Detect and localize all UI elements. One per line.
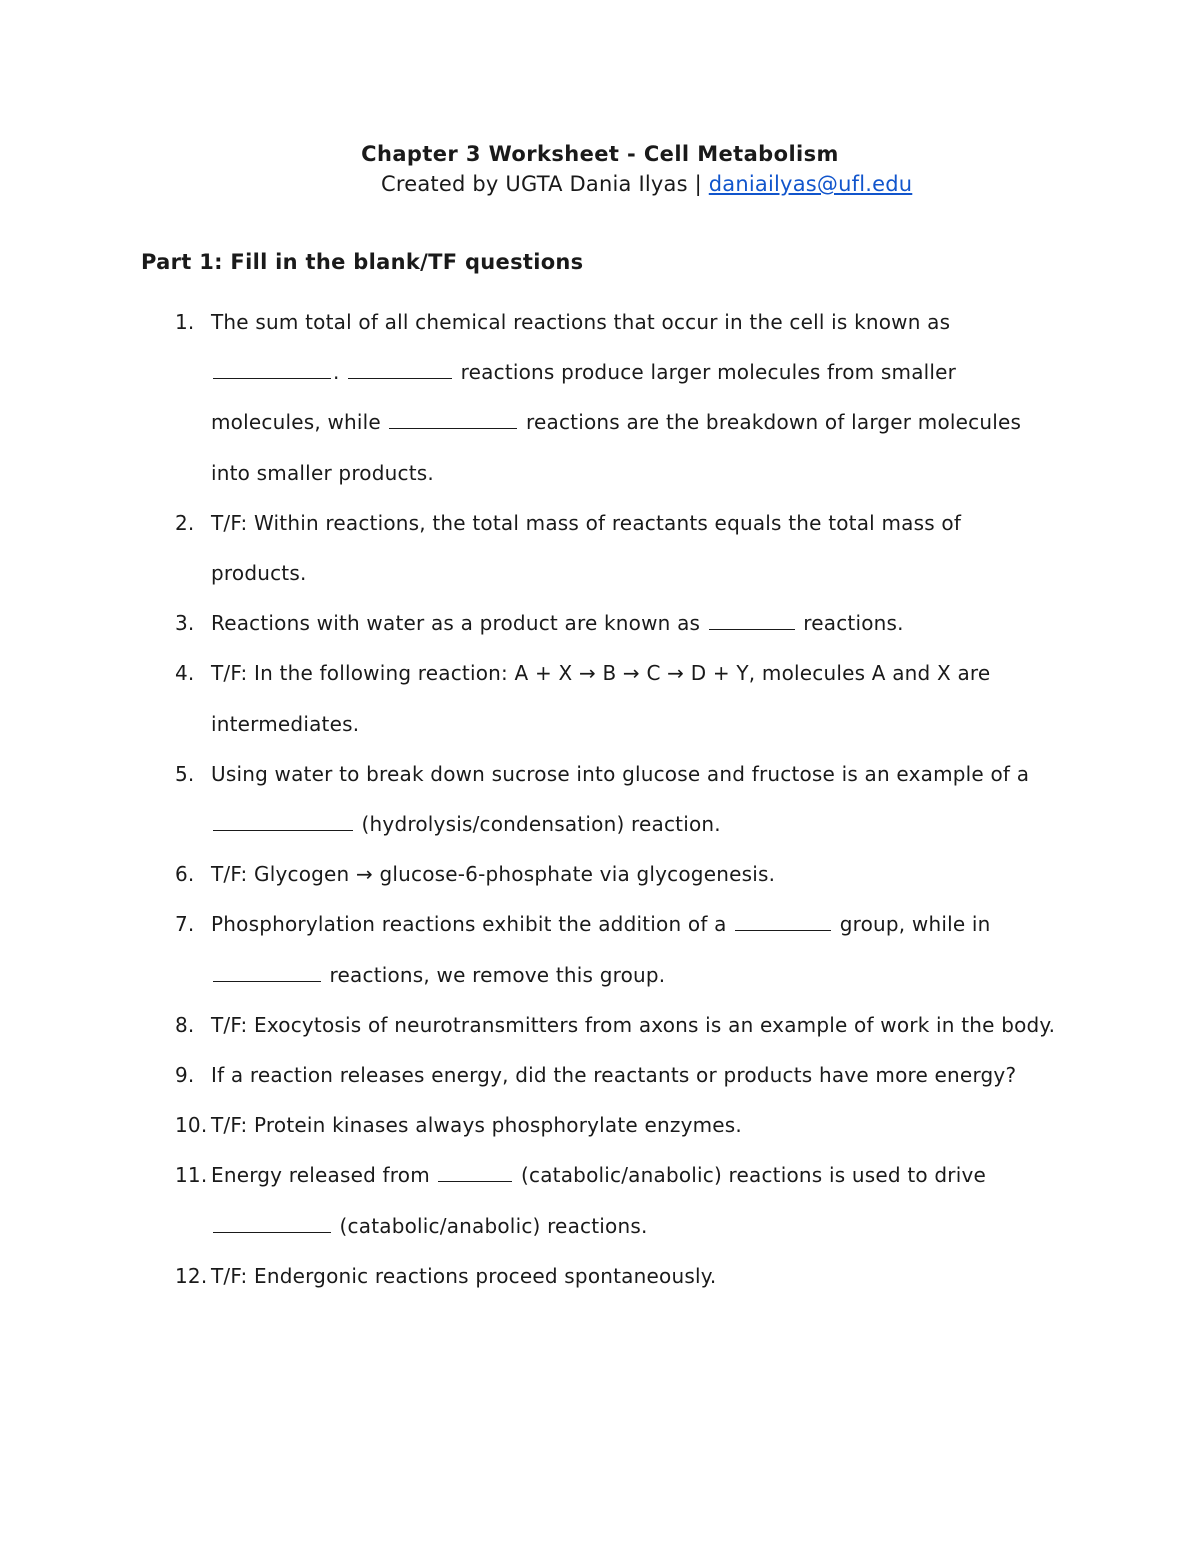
answer-blank[interactable] (709, 610, 795, 630)
question-list (141, 297, 1061, 1301)
question-text: T/F: Endergonic reactions proceed spontaneously. (211, 1263, 717, 1288)
question-item (141, 598, 1061, 648)
question-text: (catabolic/anabolic) reactions is used to drive (514, 1163, 987, 1188)
question-item (141, 1251, 1061, 1301)
question-text: (hydrolysis/condensation) reaction. (355, 812, 721, 837)
author-email-link[interactable]: daniailyas@ufl.edu (708, 172, 913, 196)
page-title: Chapter 3 Worksheet - Cell Metabolism (361, 142, 839, 166)
question-number: 9. (175, 1063, 195, 1088)
question-number: 7. (175, 912, 195, 937)
question-text: If a reaction releases energy, did the reactants or products have more energy? (211, 1063, 1017, 1088)
answer-blank[interactable] (213, 1213, 331, 1233)
question-text: group, while in (833, 912, 991, 937)
question-item (141, 297, 1061, 498)
section-heading: Part 1: Fill in the blank/TF questions (141, 250, 584, 274)
question-number: 8. (175, 1012, 195, 1037)
question-text: T/F: Glycogen → glucose-6-phosphate via glycogenesis. (211, 862, 776, 887)
question-text: . (333, 360, 347, 385)
question-item (141, 1150, 1061, 1250)
answer-blank[interactable] (213, 962, 321, 982)
question-number: 4. (175, 661, 195, 686)
question-number: 5. (175, 761, 195, 786)
question-number: 3. (175, 611, 195, 636)
question-item (141, 749, 1061, 849)
answer-blank[interactable] (213, 359, 331, 379)
question-number: 10. (175, 1113, 208, 1138)
answer-blank[interactable] (213, 811, 353, 831)
question-item (141, 498, 1061, 598)
question-text: reactions, we remove this group. (323, 962, 666, 987)
question-text: reactions are the breakdown of larger molecules into smaller products. (211, 410, 1022, 485)
question-number: 6. (175, 862, 195, 887)
question-text: T/F: Within reactions, the total mass of reactants equals the total mass of products. (211, 510, 962, 586)
question-text: The sum total of all chemical reactions that occur in the cell is known as (211, 310, 951, 334)
answer-blank[interactable] (348, 359, 452, 379)
question-text: reactions produce larger molecules from smaller molecules, while (211, 360, 957, 435)
question-text: reactions. (796, 611, 904, 636)
question-text: Energy released from (211, 1163, 437, 1188)
question-item (141, 849, 1061, 899)
answer-blank[interactable] (438, 1162, 512, 1182)
question-number: 11. (175, 1163, 208, 1188)
question-item (141, 648, 1061, 748)
question-text: T/F: Exocytosis of neurotransmitters from axons is an example of work in the body. (211, 1012, 1056, 1037)
question-item (141, 899, 1061, 999)
question-text: T/F: In the following reaction: A + X → B → C → D + Y, molecules A and X are intermediates. (211, 661, 991, 736)
answer-blank[interactable] (389, 409, 517, 429)
byline-author: Created by UGTA Dania Ilyas | (381, 172, 709, 196)
question-item (141, 1100, 1061, 1150)
answer-blank[interactable] (735, 911, 831, 931)
question-item (141, 1050, 1061, 1100)
question-text: Using water to break down sucrose into glucose and fructose is an example of a (211, 761, 1030, 786)
question-item (141, 1000, 1061, 1050)
question-text: Phosphorylation reactions exhibit the addition of a (211, 912, 734, 937)
question-text: T/F: Protein kinases always phosphorylate enzymes. (211, 1113, 742, 1138)
question-text: (catabolic/anabolic) reactions. (333, 1213, 648, 1238)
question-number: 2. (175, 510, 195, 535)
byline (381, 170, 912, 198)
question-number: 12. (175, 1263, 208, 1288)
question-number: 1. (175, 310, 195, 334)
question-text: Reactions with water as a product are known as (211, 611, 707, 636)
